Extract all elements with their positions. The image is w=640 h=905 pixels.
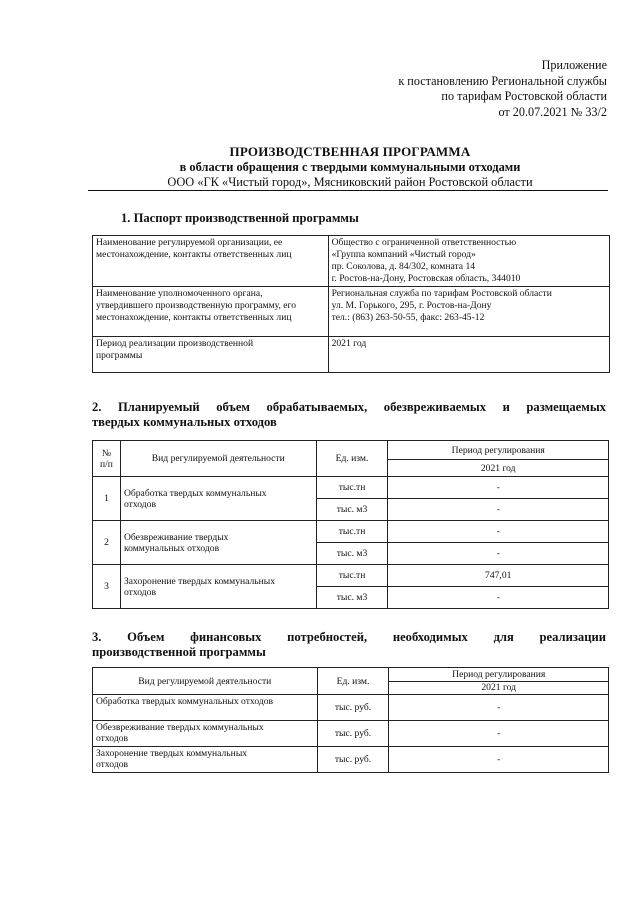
header-year-cell: 2021 год: [388, 460, 609, 477]
cell-text: местонахождение, контакты ответственных лиц: [96, 312, 292, 323]
row-value-cell: -: [389, 695, 609, 721]
heading-word: объем: [216, 400, 250, 414]
header-period-cell: Период регулирования: [388, 441, 609, 460]
passport-value-cell: [328, 337, 609, 373]
row-value-cell: -: [389, 721, 609, 747]
row-unit-cell: тыс. руб.: [317, 721, 389, 747]
appendix-block: [398, 58, 607, 120]
header-period-cell: Период регулирования: [389, 668, 609, 682]
cell-text: отходов: [123, 586, 156, 598]
section3-heading: [92, 630, 606, 660]
cell-text: Захоронение твердых коммунальных: [96, 748, 248, 759]
document-subtitle: в области обращения с твердыми коммунальными отходами: [179, 160, 521, 174]
row-activity-cell: [120, 477, 316, 521]
heading-word: необходимых: [392, 630, 468, 644]
row-unit-cell: тыс. м3: [316, 587, 388, 609]
finance-table: [92, 667, 609, 773]
heading-word: потребностей,: [287, 630, 368, 644]
heading-word: 3.: [92, 630, 102, 644]
section1-heading: 1. Паспорт производственной программы: [121, 211, 359, 225]
row-value-cell: -: [388, 477, 609, 499]
passport-label-cell: [93, 337, 329, 373]
organization-line: ООО «ГК «Чистый город», Мясниковский район Ростовской области: [167, 175, 533, 189]
header-activity-cell: Вид регулируемой деятельности: [120, 441, 316, 477]
heading-word: обезвреживаемых: [383, 400, 487, 414]
cell-text: п/п: [100, 458, 113, 470]
row-unit-cell: тыс.тн: [316, 521, 388, 543]
row-unit-cell: тыс. м3: [316, 499, 388, 521]
cell-text: отходов: [96, 759, 129, 770]
row-activity-cell: [120, 521, 316, 565]
header-unit-cell: Ед. изм.: [316, 441, 388, 477]
table-row: [93, 287, 610, 337]
table-row: [93, 695, 609, 721]
passport-table: [92, 235, 610, 373]
cell-text: Обработка твердых коммунальных: [123, 487, 267, 499]
cell-text: Обезвреживание твердых коммунальных: [96, 722, 264, 733]
row-num-cell: 2: [93, 521, 121, 565]
passport-label-cell: [93, 236, 329, 287]
cell-text: Региональная служба по тарифам Ростовской области: [331, 288, 552, 299]
cell-text: Захоронение твердых коммунальных: [123, 575, 276, 587]
row-activity-cell: [120, 565, 316, 609]
row-value-cell: -: [388, 521, 609, 543]
row-activity-cell: [93, 747, 318, 773]
heading-word: обрабатываемых,: [266, 400, 368, 414]
cell-text: утвердившего производственную программу, его: [96, 300, 297, 311]
section2-heading-line1: [92, 400, 606, 415]
cell-text: пр. Соколова, д. 84/302, комната 14: [331, 261, 476, 272]
heading-word: размещаемых: [526, 400, 606, 414]
cell-text: г. Ростов-на-Дону, Ростовская область, 344010: [331, 273, 521, 284]
passport-value-cell: [328, 236, 609, 287]
heading-word: 2.: [92, 400, 102, 414]
passport-label-cell: [93, 287, 329, 337]
row-unit-cell: тыс.тн: [316, 477, 388, 499]
heading-word: финансовых: [190, 630, 262, 644]
heading-word: Объем: [127, 630, 165, 644]
heading-word: и: [502, 400, 510, 414]
table-row: [93, 565, 609, 587]
table-row: [93, 521, 609, 543]
header-year-cell: 2021 год: [389, 682, 609, 695]
document-title: ПРОИЗВОДСТВЕННАЯ ПРОГРАММА: [229, 144, 471, 159]
row-unit-cell: тыс. руб.: [317, 695, 389, 721]
row-value-cell: -: [388, 587, 609, 609]
cell-text: отходов: [123, 498, 156, 510]
table-header-row: [93, 668, 609, 682]
header-num-cell: [93, 441, 121, 477]
table-row: [93, 236, 610, 287]
appendix-date-number: от 20.07.2021 № 33/2: [498, 104, 607, 119]
row-num-cell: 1: [93, 477, 121, 521]
cell-text: коммунальных отходов: [123, 542, 220, 554]
cell-text: «Группа компаний «Чистый город»: [331, 249, 476, 260]
row-unit-cell: тыс.тн: [316, 565, 388, 587]
table-row: [93, 721, 609, 747]
row-unit-cell: тыс. руб.: [317, 747, 389, 773]
title-underline: [88, 190, 608, 191]
cell-text: Период реализации производственной: [96, 338, 254, 349]
section2-heading: [92, 400, 606, 430]
section3-heading-line2: производственной программы: [92, 645, 266, 659]
header-activity-cell: Вид регулируемой деятельности: [93, 668, 318, 695]
appendix-line: по тарифам Ростовской области: [441, 89, 607, 104]
heading-word: Планируемый: [117, 400, 200, 414]
cell-text: программы: [96, 350, 143, 361]
cell-text: №: [101, 447, 112, 459]
row-activity-cell: [93, 695, 318, 721]
passport-value-cell: [328, 287, 609, 337]
appendix-line: Приложение: [541, 58, 607, 72]
heading-word: реализации: [539, 630, 606, 644]
cell-text: Наименование регулируемой организации, ее: [96, 237, 283, 248]
volume-table: [92, 440, 609, 609]
appendix-line: к постановлению Региональной службы: [398, 73, 607, 88]
row-value-cell: -: [389, 747, 609, 773]
row-value-cell: -: [388, 543, 609, 565]
cell-text: Обезвреживание твердых: [123, 531, 229, 543]
cell-text: Обработка твердых коммунальных отходов: [96, 696, 274, 707]
row-unit-cell: тыс. м3: [316, 543, 388, 565]
header-unit-cell: Ед. изм.: [317, 668, 389, 695]
row-value-cell: -: [388, 499, 609, 521]
row-num-cell: 3: [93, 565, 121, 609]
table-header-row: [93, 441, 609, 460]
cell-text: Наименование уполномоченного органа,: [96, 288, 263, 299]
cell-text: ул. М. Горького, 295, г. Ростов-на-Дону: [331, 300, 492, 311]
row-value-cell: 747,01: [388, 565, 609, 587]
table-row: [93, 337, 610, 373]
cell-text: отходов: [96, 733, 129, 744]
row-activity-cell: [93, 721, 318, 747]
section2-heading-line2: твердых коммунальных отходов: [92, 415, 277, 429]
table-row: [93, 747, 609, 773]
cell-text: тел.: (863) 263-50-55, факс: 263-45-12: [331, 312, 485, 323]
table-row: [93, 477, 609, 499]
heading-word: для: [493, 630, 514, 644]
cell-text: 2021 год: [331, 338, 367, 349]
cell-text: местонахождение, контакты ответственных лиц: [96, 249, 292, 260]
cell-text: Общество с ограниченной ответственностью: [331, 237, 517, 248]
section3-heading-line1: [92, 630, 606, 645]
